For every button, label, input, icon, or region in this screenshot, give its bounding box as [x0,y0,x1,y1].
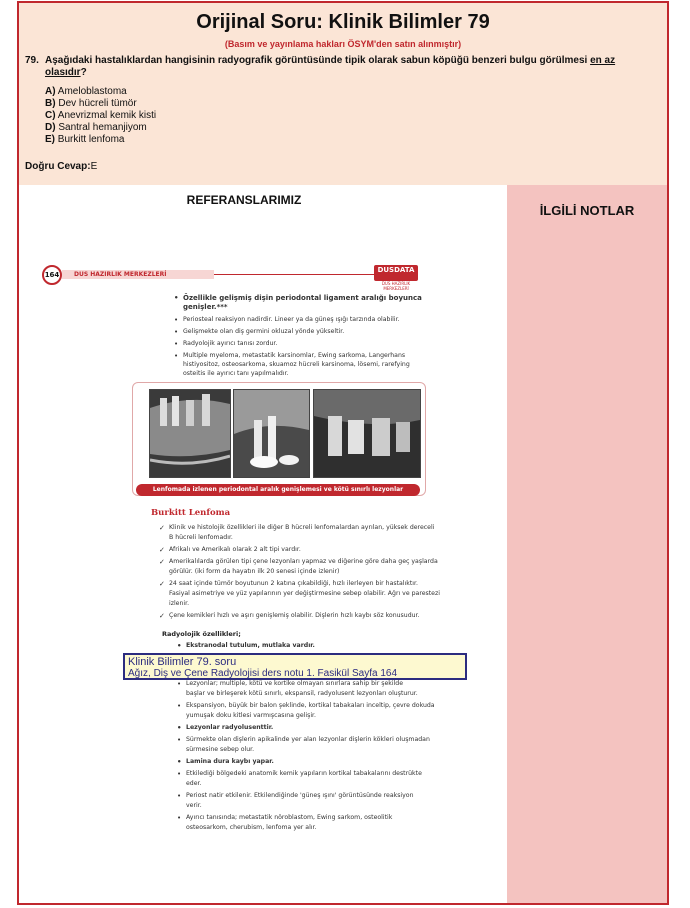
check-item-cont: izlenir. [169,600,190,607]
check-item: ✓ Klinik ve histolojik özellikleri ile diğer B hücreli lenfomalardan ayrılan, yüksek dereceli [159,524,435,532]
radiology-item: • Periost natir etkilenir. Etkilendiğinde 'güneş ışını' görüntüsünde reaksiyon [177,792,414,800]
radiology-item-cont: başlar ve birleşerek kötü sınırlı, ekspansil, radyolusent lezyonları oluşturur. [186,690,418,697]
check-item-cont: B hücreli lenfomadır. [169,534,233,541]
notes-title: İLGİLİ NOTLAR [539,203,635,218]
publisher-logo-sub: DUS HAZIRLIK MERKEZLERİ [381,281,411,291]
radiograph-2 [234,390,309,477]
page-title: Orijinal Soru: Klinik Bilimler 79 [196,11,490,33]
notes-panel [507,185,667,903]
option-c: C) Anevrizmal kemik kisti [45,110,157,121]
bullet-item-cont: histiyositoz, osteosarkoma, skuamoz hücreli karsinoma, lösemi, rarefying [183,361,410,368]
question-text [45,55,645,79]
answer-options [45,86,156,146]
bullet-item-cont: genişler.*** [183,303,228,311]
image-caption: Lenfomada izlenen periodontal aralık genişlemesi ve kötü sınırlı lezyonlar [136,484,420,496]
bullet-item: • Radyolojik ayırıcı tanısı zordur. [174,340,278,348]
check-item: ✓ Amerikalılarda görülen tipi çene lezyonları yapmaz ve diğerine göre daha geç yaşlarda [159,558,438,566]
reference-callout-source: Ağız, Diş ve Çene Radyolojisi ders notu 1. Fasikül Sayfa 164 [128,668,398,679]
section-title: Burkitt Lenfoma [151,508,231,518]
page-header-text: DUS HAZIRLIK MERKEZLERİ [74,271,167,278]
radiology-item: • Sürmekte olan dişlerin apikalinde yer alan lezyonlar dişlerin kökleri oluşmadan [177,736,430,744]
option-a: A) Ameloblastoma [45,86,127,97]
radiology-item-cont: eder. [186,780,202,787]
radiology-item: • Lezyonlar; multiple, kötü ve kortike olmayan sınırlara sahip bir şekilde [177,680,404,688]
radiology-item: • Ekstranodal tutulum, mutlaka vardır. [177,642,315,650]
publisher-logo: DUSDATA [374,265,418,281]
book-page-scan [40,262,444,842]
references-title: REFERANSLARIMIZ [186,193,302,207]
radiograph-3 [314,390,420,477]
radiograph-image [233,389,310,478]
radiograph-1 [150,390,230,477]
radiology-item: • Etkilediği bölgedeki anatomik kemik yapıların kortikal tabakalarını destrükte [177,770,422,778]
question-emphasis-2: olasıdır [45,67,81,78]
reference-callout-title: Klinik Bilimler 79. soru [128,656,237,668]
radiology-item-cont: yumuşak doku kitlesi varmışcasına gelişir. [186,712,316,719]
option-e: E) Burkitt lenfoma [45,134,125,145]
radiology-item: • Lezyonlar radyolusenttir. [177,724,274,732]
question-end: ? [80,67,87,78]
bullet-item: • Periosteal reaksiyon nadirdir. Lineer ya da güneş ışığı tarzında olabilir. [174,316,400,324]
bullet-item: • Multiple myeloma, metastatik karsinomlar, Ewing sarkoma, Langerhans [174,352,406,360]
bullet-item: • Gelişmekte olan diş germini okluzal yönde yükseltir. [174,328,345,336]
page-number-badge: 164 [42,265,62,285]
option-b: B) Dev hücreli tümör [45,98,137,109]
reference-callout [123,653,467,680]
option-d: D) Santral hemanjiyom [45,122,147,133]
radiology-item-cont: osteosarkom, cherubism, lenfoma yer alır. [186,824,317,831]
question-number: 79. [25,55,39,66]
radiology-item: • Ekspansiyon, büyük bir balon şeklinde, kortikal tabakaları inceltip, çevre dokuda [177,702,435,710]
question-text-main: Aşağıdaki hastalıklardan hangisinin radyografik görüntüsünde tipik olarak sabun köpüğü benzeri bulgu görülmesi [45,55,588,66]
copyright-note: (Basım ve yayınlama hakları ÖSYM'den satın alınmıştır) [224,39,462,49]
check-item-cont: görülür. (iki form da hayatın ilk 20 senesi içinde izlenir) [169,568,340,575]
header-rule [214,274,374,275]
check-item: ✓ Afrikalı ve Amerikalı olarak 2 alt tipi vardır. [159,546,301,554]
bullet-item: • Özellikle gelişmiş dişin periodontal ligament aralığı boyunca [174,294,422,302]
question-emphasis-1: en az [590,55,616,66]
check-item-cont: Fasiyal asimetriye ve yüz yapılarının yer değiştirmesine sebep olabilir. Ağrı ve parestezi [169,590,440,597]
radiology-item-cont: verir. [186,802,202,809]
radiology-item: • Lamina dura kaybı yapar. [177,758,274,766]
radiograph-image [313,389,421,478]
bullet-item-cont: osteitis ile ayırıcı tanı yapılmalıdır. [183,370,289,377]
radiograph-image [149,389,231,478]
check-item: ✓ Çene kemikleri hızlı ve aşırı genişlemiş olabilir. Dişlerin hızlı kaybı söz konusudur. [159,612,420,620]
radiology-item-cont: sürmesine sebep olur. [186,746,255,753]
radiology-item: • Ayırıcı tanısında; metastatik nöroblastom, Ewing sarkom, osteolitik [177,814,393,822]
check-item: ✓ 24 saat içinde tümör boyutunun 2 katına çıkabildiği, hızlı ilerleyen bir hastalıktır. [159,580,418,588]
radiograph-panel [132,382,426,496]
correct-answer: Doğru Cevap:E [25,161,98,172]
radiology-subtitle: Radyolojik özellikleri; [162,630,241,638]
question-panel [19,3,667,185]
